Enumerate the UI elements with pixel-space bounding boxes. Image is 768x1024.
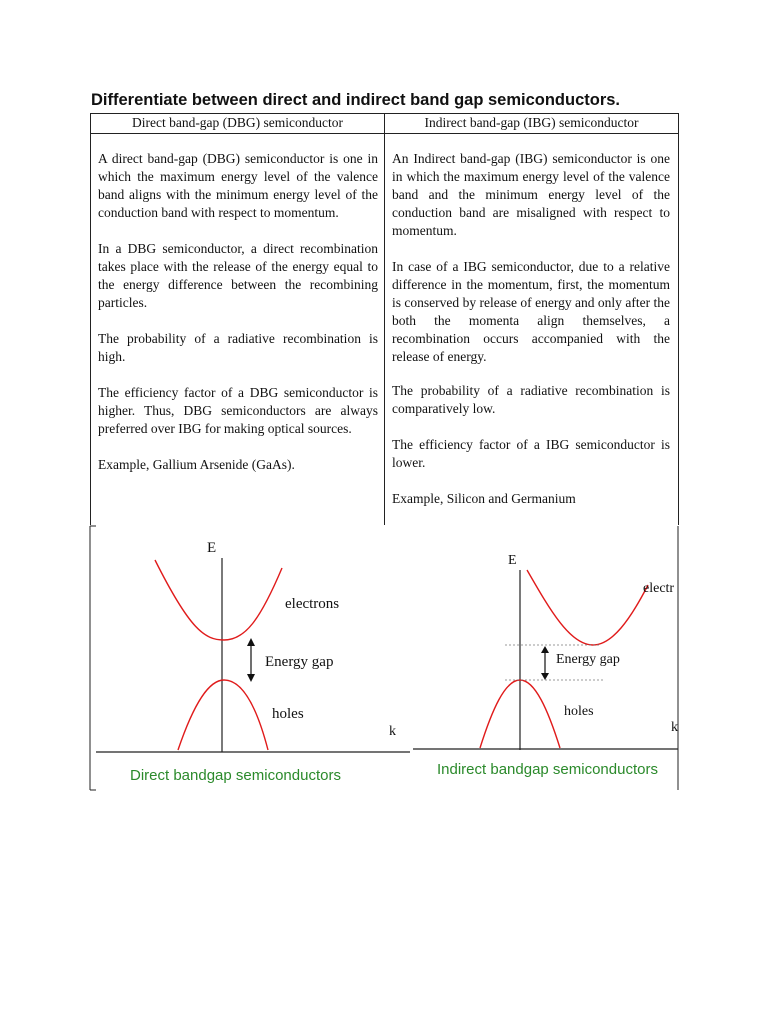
direct-efficiency: The efficiency factor of a DBG semiconductor is higher. Thus, DBG semiconductors are always preferred over IBG for making optical sources. <box>98 385 378 436</box>
header-indirect: Indirect band-gap (IBG) semiconductor <box>424 115 639 130</box>
direct-recombination: In a DBG semiconductor, a direct recombination takes place with the release of the energy equal to the energy difference between the recombining particles. <box>98 241 378 310</box>
indirect-k-label: k <box>671 720 678 735</box>
indirect-gap-arrow-down <box>541 673 549 680</box>
indirect-energy-gap-label: Energy gap <box>556 652 620 667</box>
direct-k-label: k <box>389 724 396 739</box>
indirect-recombination: In case of a IBG semiconductor, due to a relative difference in the momentum, first, the momentum is conserved by release of energy and only after the both the momenta align themselves, a recombination occurs accompanied with the release of energy. <box>392 259 670 364</box>
direct-holes-label: holes <box>272 706 304 722</box>
indirect-example: Example, Silicon and Germanium <box>392 491 576 506</box>
direct-caption: Direct bandgap semiconductors <box>130 767 341 784</box>
page-title: Differentiate between direct and indirect band gap semiconductors. <box>91 91 621 109</box>
direct-probability: The probability of a radiative recombination is high. <box>98 331 378 364</box>
direct-definition: A direct band-gap (DBG) semiconductor is one in which the maximum energy level of the valence band aligns with the minimum energy level of the conduction band with respect to momentum. <box>98 151 378 220</box>
indirect-electrons-label: electr <box>643 581 675 596</box>
indirect-conduction-curve <box>527 570 648 645</box>
direct-gap-arrow-down <box>247 674 255 682</box>
direct-valence-curve <box>178 680 268 750</box>
direct-energy-gap-label: Energy gap <box>265 654 334 670</box>
direct-electrons-label: electrons <box>285 596 340 612</box>
header-direct: Direct band-gap (DBG) semiconductor <box>131 115 344 130</box>
indirect-efficiency: The efficiency factor of a IBG semiconductor is lower. <box>392 437 670 470</box>
indirect-caption: Indirect bandgap semiconductors <box>437 761 658 778</box>
indirect-holes-label: holes <box>564 704 594 719</box>
direct-example: Example, Gallium Arsenide (GaAs). <box>98 457 295 472</box>
indirect-definition: An Indirect band-gap (IBG) semiconductor is one in which the maximum energy level of the valence band and the minimum energy level of the conduction band are misaligned with respect to momentum. <box>392 151 670 238</box>
indirect-gap-arrow-up <box>541 646 549 653</box>
indirect-probability: The probability of a radiative recombination is comparatively low. <box>392 383 670 416</box>
direct-conduction-curve <box>155 560 282 640</box>
direct-e-label: E <box>207 540 217 556</box>
direct-gap-arrow-up <box>247 638 255 646</box>
indirect-e-label: E <box>508 553 517 568</box>
